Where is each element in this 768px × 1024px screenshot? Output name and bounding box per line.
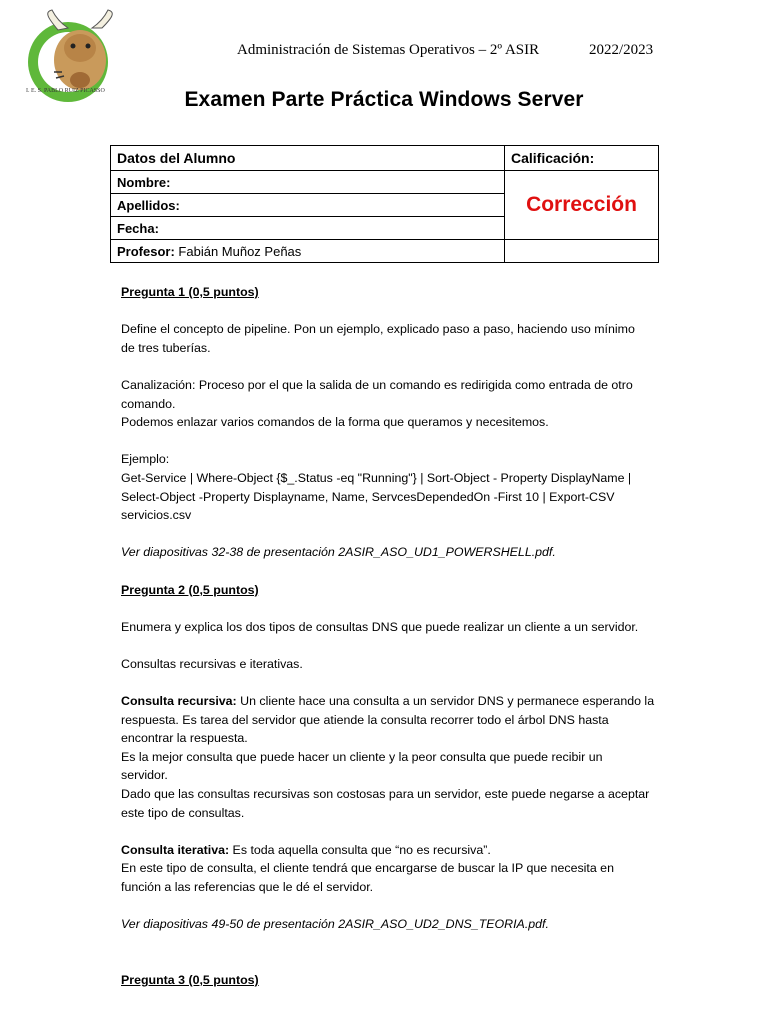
teacher-label: Profesor: (117, 243, 175, 259)
student-data-heading: Datos del Alumno (111, 146, 505, 171)
question-1-heading: Pregunta 1 (0,5 puntos) (121, 285, 259, 299)
teacher-name: Fabián Muñoz Peñas (178, 243, 302, 259)
question-2-reference: Ver diapositivas 49-50 de presentación 2ASIR_ASO_UD2_DNS_TEORIA.pdf. (121, 917, 549, 932)
surname-label: Apellidos: (111, 194, 505, 217)
student-data-table (110, 145, 659, 263)
teacher-row (111, 240, 505, 263)
exam-content (121, 283, 681, 990)
academic-year: 2022/2023 (589, 42, 654, 58)
question-1-reference: Ver diapositivas 32-38 de presentación 2ASIR_ASO_UD1_POWERSHELL.pdf. (121, 545, 556, 560)
question-1-answer-definition: Canalización: Proceso por el que la salida de un comando es redirigida como entrada de otro comando. (121, 377, 633, 411)
grade-value: Corrección (505, 171, 659, 240)
name-label: Nombre: (111, 171, 505, 194)
grade-empty-cell (505, 240, 659, 263)
question-1-statement: Define el concepto de pipeline. Pon un ejemplo, explicado paso a paso, haciendo uso mínimo de tres tuberías. (121, 322, 635, 355)
logo-text: I. E. S. PABLO RUIZ PICASSO (26, 88, 105, 94)
grade-heading: Calificación: (505, 146, 659, 171)
date-label: Fecha: (111, 217, 505, 240)
question-3-heading: Pregunta 3 (0,5 puntos) (121, 972, 259, 987)
page-title: Examen Parte Práctica Windows Server (184, 88, 584, 111)
question-2-heading: Pregunta 2 (0,5 puntos) (121, 582, 259, 597)
course-header: Administración de Sistemas Operativos – 2º ASIR (237, 42, 540, 58)
question-1-example: Ejemplo: Get-Service | Where-Object {$_.Status -eq "Running"} | Sort-Object - Property DisplayName | Select-Object -Property Displayname, Name, ServcesDependedOn -First 10 | Export-CSV servicios.csv (121, 452, 632, 523)
question-1-answer-note: Podemos enlazar varios comandos de la forma que queramos y necesitemos. (121, 415, 549, 430)
question-2-types: Consultas recursivas e iterativas. (121, 656, 303, 671)
question-2-recursive: Consulta recursiva: Un cliente hace una consulta a un servidor DNS y permanece esperando la respuesta. Es tarea del servidor que atiende la consulta recorrer todo el árbol DNS hasta encontrar la respuesta. Es la mejor consulta que puede hacer un cliente y la peor consulta que puede recibir un servidor. Dado que las consultas recursivas son costosas para un servidor, este puede negarse a aceptar este tipo de consultas. (121, 694, 655, 820)
question-2-iterative: Consulta iterativa: Es toda aquella consulta que “no es recursiva”. En este tipo de consulta, el cliente tendrá que encargarse de buscar la IP que necesita en función a las referencias que le dé el servidor. (121, 842, 614, 894)
question-2-statement: Enumera y explica los dos tipos de consultas DNS que puede realizar un cliente a un servidor. (121, 619, 639, 634)
